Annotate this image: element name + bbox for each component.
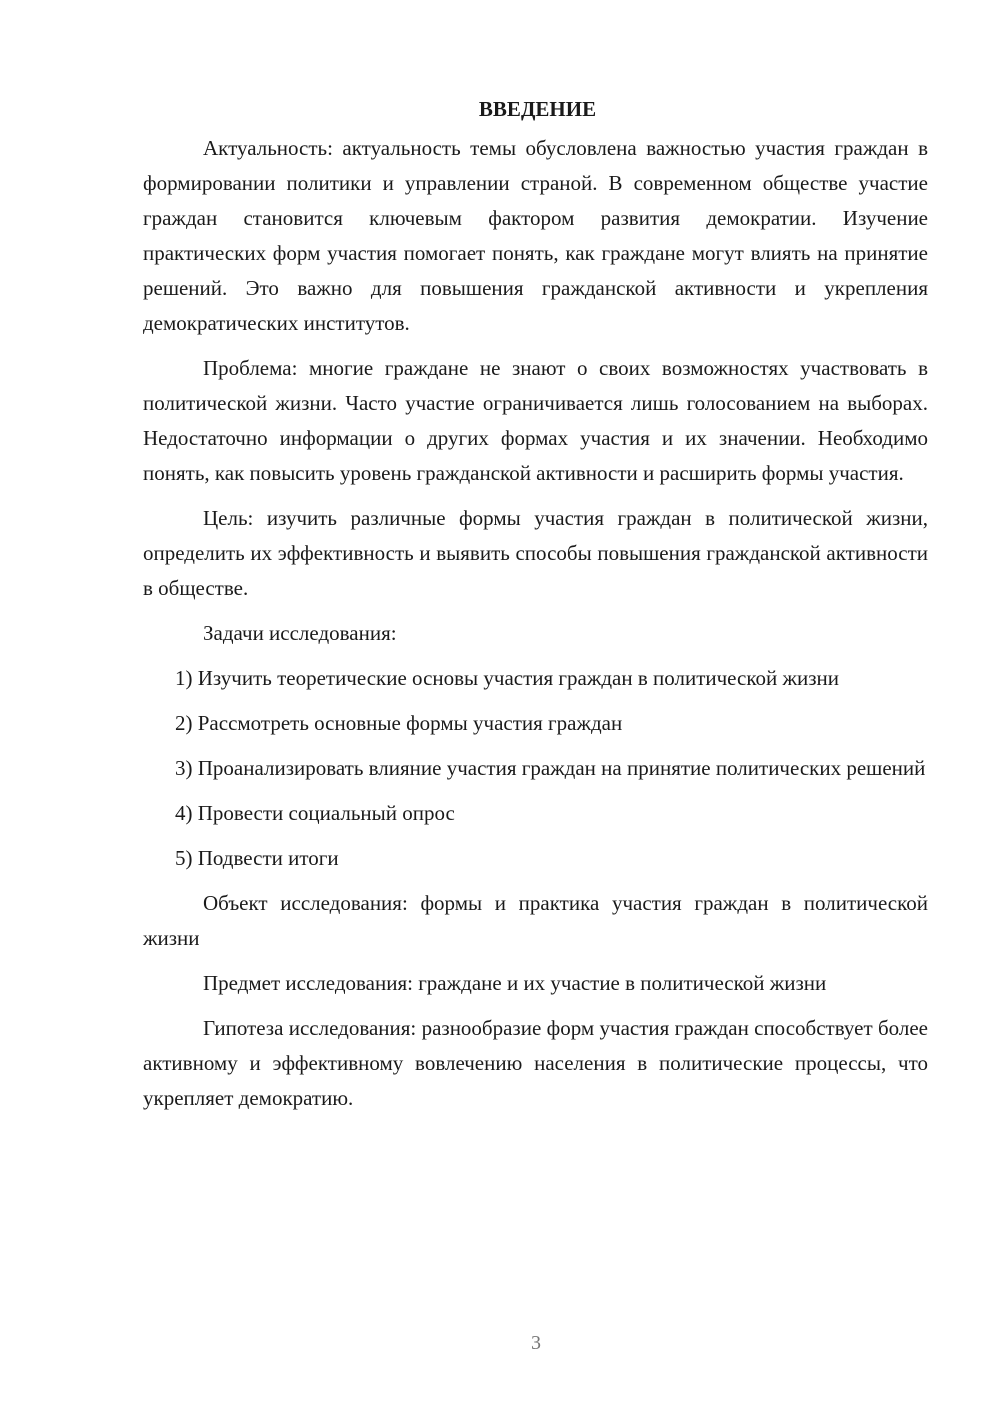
task-item-4: 4) Провести социальный опрос — [175, 801, 455, 825]
task-item-3: 3) Проанализировать влияние участия граждан на принятие политических решений — [175, 756, 926, 780]
relevance-paragraph: Актуальность: актуальность темы обусловлена важностью участия граждан в формировании политики и управлении страной. В современном обществе участие граждан становится ключевым фактором развития демократии. Изучение практических форм участия помогает понять, как граждане могут влиять на принятие решений. Это важно для повышения гражданской активности и укрепления демократических институтов. — [143, 136, 928, 335]
subject-paragraph: Предмет исследования: граждане и их участие в политической жизни — [203, 971, 827, 995]
problem-paragraph: Проблема: многие граждане не знают о своих возможностях участвовать в политической жизни. Часто участие ограничивается лишь голосованием на выборах. Недостаточно информации о других формах участия и их значении. Необходимо понять, как повысить уровень гражданской активности и расширить формы участия. — [143, 356, 928, 485]
task-item-1: 1) Изучить теоретические основы участия граждан в политической жизни — [175, 666, 839, 690]
hypothesis-paragraph: Гипотеза исследования: разнообразие форм участия граждан способствует более активному и эффективному вовлечению населения в политические процессы, что укрепляет демократию. — [143, 1016, 928, 1110]
task-item-5: 5) Подвести итоги — [175, 846, 339, 870]
page-number: 3 — [531, 1332, 541, 1354]
tasks-heading: Задачи исследования: — [203, 621, 397, 645]
task-item-2: 2) Рассмотреть основные формы участия граждан — [175, 711, 623, 735]
goal-paragraph: Цель: изучить различные формы участия граждан в политической жизни, определить их эффективность и выявить способы повышения гражданской активности в обществе. — [143, 506, 928, 600]
page-title: ВВЕДЕНИЕ — [478, 97, 597, 121]
page-content — [143, 92, 928, 1116]
object-paragraph: Объект исследования: формы и практика участия граждан в политической жизни — [143, 891, 928, 950]
